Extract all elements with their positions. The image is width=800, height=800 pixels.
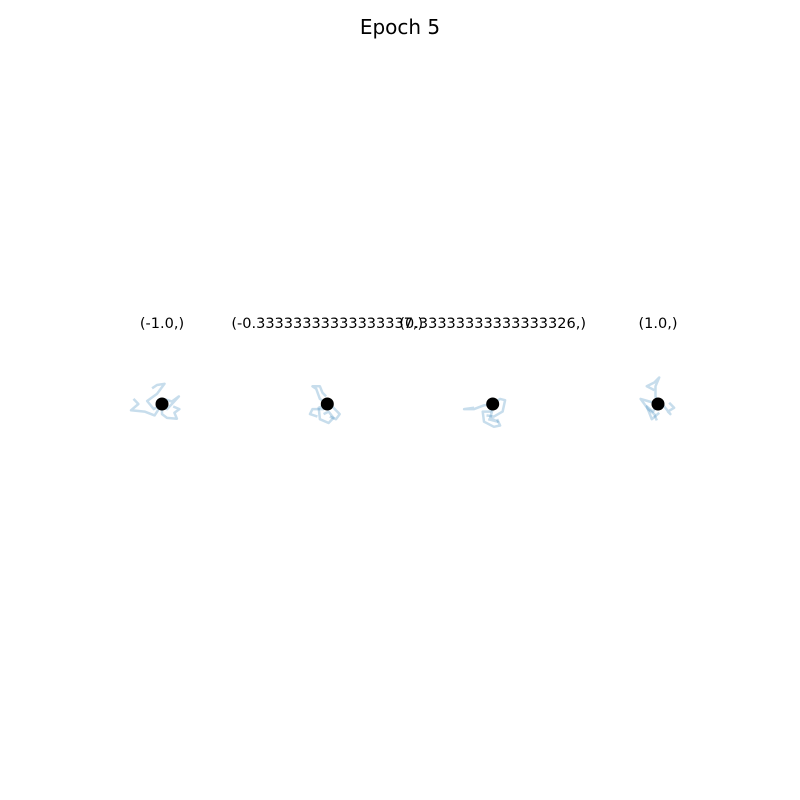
point-label: (-0.33333333333333337,) xyxy=(231,316,424,332)
data-point-marker xyxy=(652,398,665,411)
point-label: (-1.0,) xyxy=(139,316,185,332)
data-point-marker xyxy=(156,398,169,411)
chart-title: Epoch 5 xyxy=(359,15,441,39)
data-point-marker xyxy=(486,398,499,411)
point-label: (0.33333333333333326,) xyxy=(399,316,586,332)
data-point-marker xyxy=(321,398,334,411)
point-label: (1.0,) xyxy=(638,316,678,332)
